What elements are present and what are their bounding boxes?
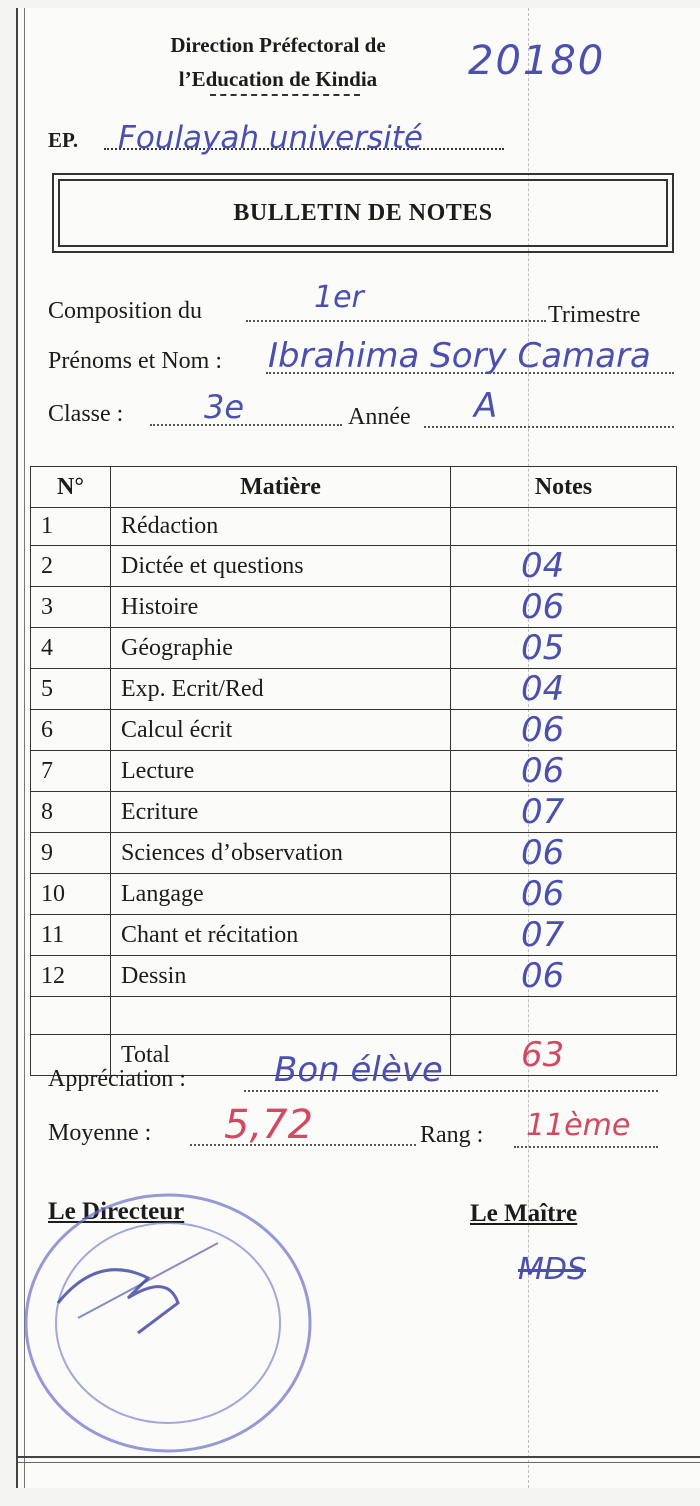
document-number: 20180 <box>468 38 606 84</box>
row-subject: Rédaction <box>111 508 451 546</box>
moyenne-value: 5,72 <box>224 1102 314 1148</box>
total-label: Total <box>111 1035 451 1076</box>
title-box <box>52 173 674 253</box>
header-subject: Matière <box>111 467 451 508</box>
classe-label: Classe : <box>48 401 124 427</box>
row-number: 9 <box>31 833 111 874</box>
row-number: 7 <box>31 751 111 792</box>
document-title: BULLETIN DE NOTES <box>58 179 668 247</box>
annee-label: Année <box>348 404 411 430</box>
stamp-graphic <box>18 1183 318 1463</box>
table-row <box>31 997 677 1035</box>
row-subject: Sciences d’observation <box>111 833 451 874</box>
row-number: 8 <box>31 792 111 833</box>
trimestre-label: Trimestre <box>548 302 641 328</box>
student-name: Ibrahima Sory Camara <box>268 336 651 376</box>
rang-dots <box>514 1146 658 1148</box>
row-number: 2 <box>31 546 111 587</box>
row-grade: 04 <box>451 669 677 710</box>
row-number: 6 <box>31 710 111 751</box>
table-row <box>31 833 677 874</box>
row-number: 3 <box>31 587 111 628</box>
row-number: 4 <box>31 628 111 669</box>
row-subject: Exp. Ecrit/Red <box>111 669 451 710</box>
table-row <box>31 956 677 997</box>
table-row <box>31 587 677 628</box>
directeur-label: Le Directeur <box>48 1198 185 1225</box>
classe-value: 3e <box>204 388 245 426</box>
table-row <box>31 628 677 669</box>
header-authority <box>118 28 438 96</box>
table-row <box>31 874 677 915</box>
row-subject: Dessin <box>111 956 451 997</box>
row-number: 11 <box>31 915 111 956</box>
table-row <box>31 710 677 751</box>
row-number: 1 <box>31 508 111 546</box>
maitre-signature: MDS <box>518 1252 587 1287</box>
appreciation-value: Bon élève <box>274 1050 443 1090</box>
row-subject: Chant et récitation <box>111 915 451 956</box>
row-number: 12 <box>31 956 111 997</box>
appreciation-label: Appréciation : <box>48 1066 186 1092</box>
row-grade: 07 <box>451 915 677 956</box>
name-label: Prénoms et Nom : <box>48 348 222 374</box>
table-row <box>31 792 677 833</box>
row-subject: Ecriture <box>111 792 451 833</box>
total-value: 63 <box>451 1035 677 1076</box>
table-row <box>31 508 677 546</box>
moyenne-label: Moyenne : <box>48 1120 152 1146</box>
row-subject: Calcul écrit <box>111 710 451 751</box>
school-name: Foulayah université <box>118 120 423 156</box>
row-grade <box>451 508 677 546</box>
annee-value: A <box>474 386 498 426</box>
composition-dots <box>246 320 546 322</box>
row-grade: 06 <box>451 587 677 628</box>
row-subject <box>111 997 451 1035</box>
header-number: N° <box>31 467 111 508</box>
row-grade: 06 <box>451 710 677 751</box>
row-subject: Langage <box>111 874 451 915</box>
header-line-2: l’Education de Kindia <box>178 67 378 91</box>
row-grade: 06 <box>451 833 677 874</box>
report-card-sheet <box>16 8 700 1488</box>
header-line-1: Direction Préfectoral de <box>170 33 386 57</box>
rang-value: 11ème <box>526 1108 631 1143</box>
table-row <box>31 751 677 792</box>
row-grade: 06 <box>451 874 677 915</box>
ep-label: EP. <box>48 128 79 152</box>
table-row <box>31 546 677 587</box>
row-grade: 05 <box>451 628 677 669</box>
row-number: 10 <box>31 874 111 915</box>
table-row <box>31 669 677 710</box>
appreciation-dots <box>244 1090 658 1092</box>
header-divider <box>210 94 360 96</box>
table-row <box>31 915 677 956</box>
grades-table <box>30 466 677 1076</box>
composition-value: 1er <box>314 280 364 315</box>
row-subject: Lecture <box>111 751 451 792</box>
row-subject: Dictée et questions <box>111 546 451 587</box>
row-grade: 06 <box>451 956 677 997</box>
table-header-row <box>31 467 677 508</box>
row-number: 5 <box>31 669 111 710</box>
maitre-label: Le Maître <box>470 1200 578 1227</box>
annee-dots <box>424 426 674 428</box>
bottom-border <box>18 1456 700 1458</box>
row-subject: Géographie <box>111 628 451 669</box>
rang-label: Rang : <box>420 1122 484 1148</box>
classe-dots <box>150 424 342 426</box>
header-grade: Notes <box>451 467 677 508</box>
row-grade <box>451 997 677 1035</box>
row-subject: Histoire <box>111 587 451 628</box>
row-grade: 07 <box>451 792 677 833</box>
row-number <box>31 997 111 1035</box>
composition-label: Composition du <box>48 298 203 324</box>
row-grade: 04 <box>451 546 677 587</box>
official-stamp <box>18 1183 318 1463</box>
row-grade: 06 <box>451 751 677 792</box>
